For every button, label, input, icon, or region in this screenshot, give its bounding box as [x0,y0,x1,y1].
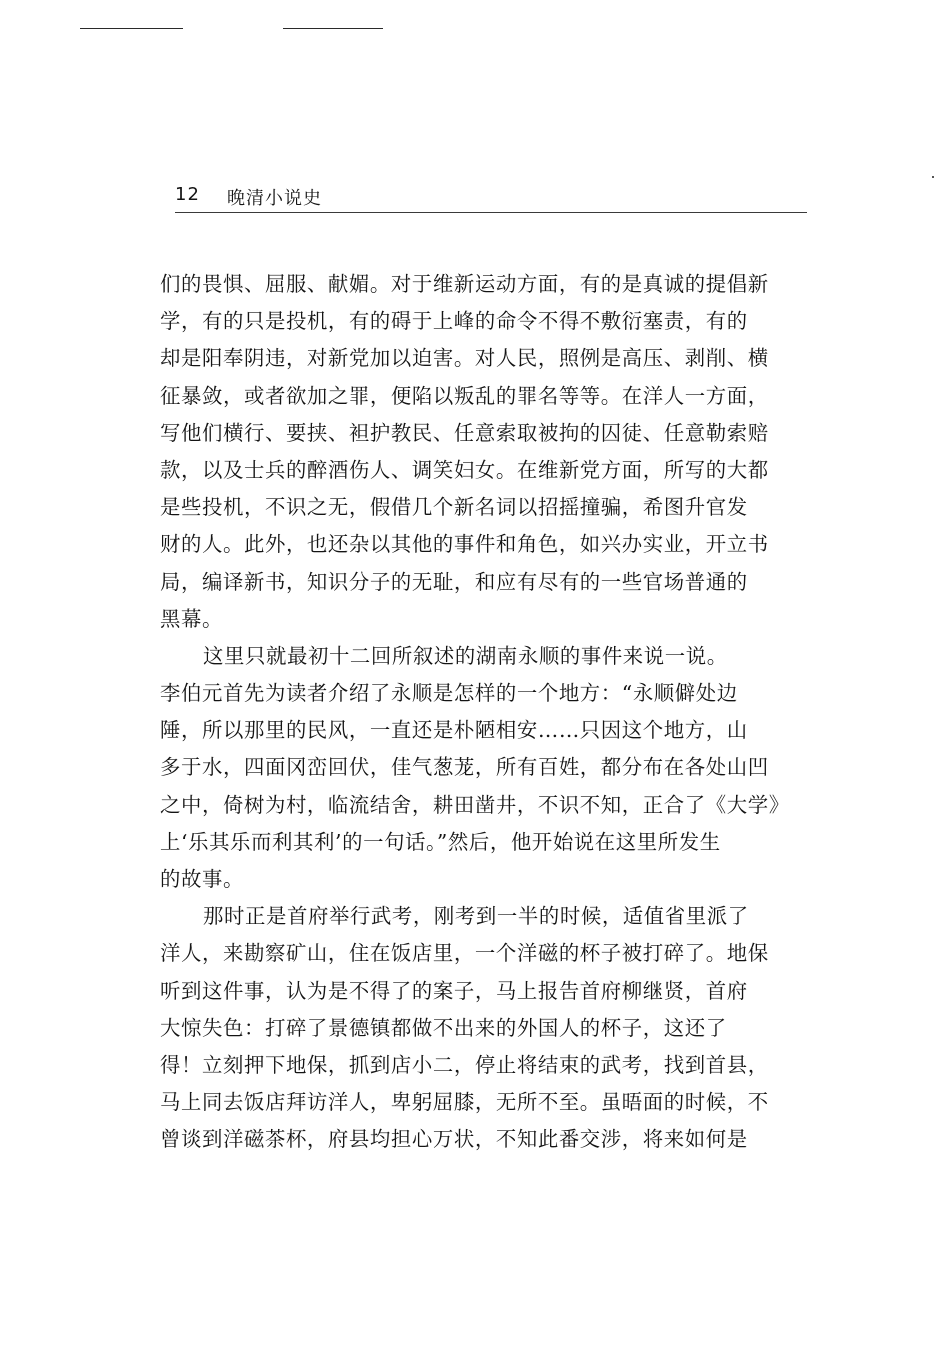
text-line: 黑幕。 [160,606,223,631]
text-line: 洋人，来勘察矿山，住在饭店里，一个洋磁的杯子被打碎了。地保 [160,941,769,966]
text-line: 马上同去饭店拜访洋人，卑躬屈膝，无所不至。虽晤面的时候，不 [160,1090,769,1115]
text-line: 多于水，四面冈峦回伏，佳气葱茏，所有百姓，都分布在各处山凹 [160,755,769,780]
text-line: 的故事。 [160,867,244,891]
text-line: 李伯元首先为读者介绍了永顺是怎样的一个地方：“永顺僻处边 [160,681,738,706]
text-line: 曾谈到洋磁茶杯，府县均担心万状，不知此番交涉，将来如何是 [160,1127,748,1152]
text-line: 财的人。此外，也还杂以其他的事件和角色，如兴办实业，开立书 [160,532,769,557]
scan-speck [932,176,934,178]
paragraph-3 [160,898,808,1158]
text-line: 听到这件事，认为是不得了的案子，马上报告首府柳继贤，首府 [160,978,748,1003]
body-text [160,266,808,1159]
text-line: 局，编译新书，知识分子的无耻，和应有尽有的一些官场普通的 [160,569,748,594]
text-line: 上‘乐其乐而利其利’的一句话。”然后，他开始说在这里所发生 [160,829,721,854]
text-line: 这里只就最初十二回所叙述的湖南永顺的事件来说一说。 [203,643,728,668]
paragraph-2 [160,638,808,898]
text-line: 得！立刻押下地保，抓到店小二，停止将结束的武考，找到首县， [160,1052,769,1077]
text-line: 写他们横行、要挟、袒护教民、任意索取被拘的囚徒、任意勒索赔 [160,420,769,445]
running-head [175,184,807,214]
text-line: 之中，倚树为村，临流结舍，耕田凿井，不识不知，正合了《大学》 [160,792,790,817]
text-line: 陲，所以那里的民风，一直还是朴陋相安……只因这个地方，山 [160,718,748,743]
paragraph-1 [160,266,808,638]
top-margin-rule-right [283,28,383,29]
page-number: 12 [175,184,200,205]
text-line: 款，以及士兵的醉酒伤人、调笑妇女。在维新党方面，所写的大都 [160,457,769,482]
header-rule [175,212,807,213]
text-line: 征暴敛，或者欲加之罪，便陷以叛乱的罪名等等。在洋人一方面， [160,383,769,408]
top-margin-rule-left [80,28,183,29]
text-line: 那时正是首府举行武考，刚考到一半的时候，适值省里派了 [203,904,749,929]
text-line: 是些投机，不识之无，假借几个新名词以招摇撞骗，希图升官发 [160,495,748,520]
text-line: 大惊失色：打碎了景德镇都做不出来的外国人的杯子，这还了 [160,1015,727,1040]
book-title: 晚清小说史 [227,188,322,209]
text-line: 却是阳奉阴违，对新党加以迫害。对人民，照例是高压、剥削、横 [160,346,769,371]
text-line: 学，有的只是投机，有的碍于上峰的命令不得不敷衍塞责，有的 [160,309,748,334]
text-line: 们的畏惧、屈服、献媚。对于维新运动方面，有的是真诚的提倡新 [160,272,769,296]
